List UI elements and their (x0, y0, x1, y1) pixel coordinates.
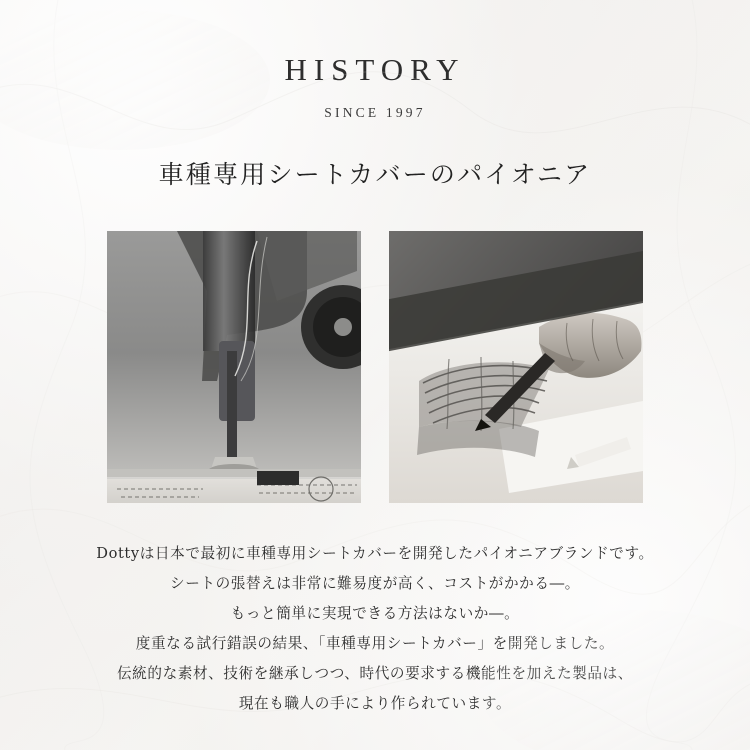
body-line: Dottyは日本で最初に車種専用シートカバーを開発したパイオニアブランドです。 (96, 545, 654, 562)
photo-row (0, 231, 750, 503)
sewing-machine-photo (107, 231, 361, 503)
body-line: 現在も職人の手により作られています。 (238, 694, 512, 712)
body-line: 度重なる試行錯誤の結果、「車種専用シートカバー」を開発しました。 (135, 634, 615, 652)
body-line: もっと簡単に実現できる方法はないか―。 (230, 604, 520, 622)
body-copy (0, 539, 750, 718)
body-line: シートの張替えは非常に難易度が高く、コストがかかる―。 (170, 574, 580, 592)
headline: 車種専用シートカバーのパイオニア (158, 160, 592, 189)
since-label: SINCE 1997 (324, 105, 426, 120)
body-line: 伝統的な素材、技術を継承しつつ、時代の要求する機能性を加えた製品は、 (116, 664, 633, 682)
section-header (0, 0, 750, 191)
sketch-drawing-photo (389, 231, 643, 503)
page-title: HISTORY (284, 52, 466, 87)
